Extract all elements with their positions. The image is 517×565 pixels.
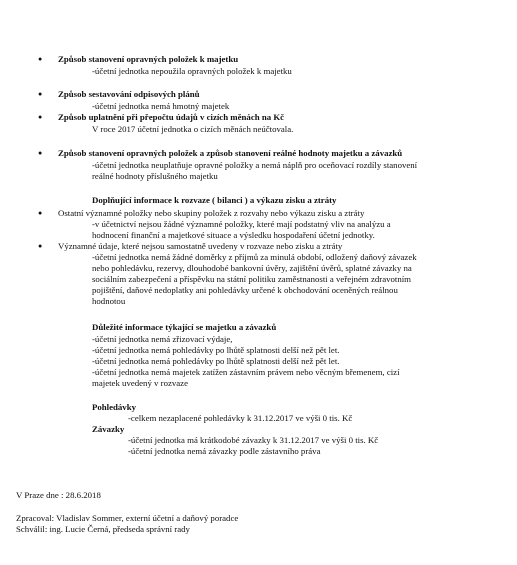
text-line: -účetní jednotka má krátkodobé závazky k 31.12.2017 ve výši 0 tis. Kč — [128, 435, 379, 445]
text-line: V roce 2017 účetní jednotka o cizích měnách neúčtovala. — [92, 124, 294, 134]
liabilities-title: Závazky — [92, 424, 125, 434]
bullet: ● — [38, 90, 43, 98]
heading-fair-value: Způsob stanovení opravných položek a způsob stanovení reálné hodnoty majetku a závazků — [58, 148, 403, 158]
bullet: ● — [38, 242, 43, 250]
text-line: -celkem nezaplacené pohledávky k 31.12.2017 ve výši 0 tis. Kč — [128, 413, 353, 423]
prepared-by: Zpracoval: Vladislav Sommer, externí účetní a daňový poradce — [16, 513, 239, 523]
text-line: nebo pohledávku, rezervy, dlouhodobé bankovní úvěry, zajištění úvěrů, splatné závazky na — [92, 263, 412, 273]
text-line: -v účetnictví nejsou žádné významné položky, které mají podstatný vliv na analýzu a — [92, 219, 391, 229]
bullet: ● — [38, 113, 43, 121]
text-line: -účetní jednotka nemá žádné doměrky z příjmů za minulá období, odložený daňový závazek — [92, 252, 417, 262]
text-line: pojištění, daňové nedoplatky ani pohledávky určené k obchodování oceněných reálnou — [92, 285, 398, 295]
bullet: ● — [38, 149, 43, 157]
text-line: -účetní jednotka nemá závazky podle zástavního práva — [128, 446, 321, 456]
text-line: -účetní jednotka nemá pohledávky po lhůtě splatnosti delší než pět let. — [92, 356, 340, 366]
heading-correction-items: Způsob stanovení opravných položek k majetku — [58, 54, 239, 64]
section-title: Doplňující informace k rozvaze ( bilanci ) a výkazu zisku a ztráty — [92, 195, 337, 205]
text-line: -účetní jednotka nemá pohledávky po lhůtě splatnosti delší než pět let. — [92, 345, 340, 355]
section-title: Důležité informace týkající se majetku a závazků — [92, 322, 277, 332]
text-line: Významné údaje, které nejsou samostatně uvedeny v rozvaze nebo zisku a ztráty — [58, 241, 343, 251]
receivables-title: Pohledávky — [92, 402, 136, 412]
text-line: reálné hodnoty příslušného majetku — [92, 171, 218, 181]
date-line: V Praze dne : 28.6.2018 — [16, 490, 101, 500]
text-line: -účetní jednotka nemá zřizovací výdaje, — [92, 334, 233, 344]
bullet: ● — [38, 55, 43, 63]
bullet: ● — [38, 209, 43, 217]
text-line: -účetní jednotka nepoužila opravných položek k majetku — [92, 66, 292, 76]
text-line: majetek uvedený v rozvaze — [92, 378, 188, 388]
text-line: sociálním zabezpečení a příspěvku na státní politiku zaměstnanosti a veřejném zdravotním — [92, 274, 412, 284]
text-line: hodnocení finanční a majetkové situace a výsledku hospodaření účetní jednotky. — [92, 230, 375, 240]
text-line: -účetní jednotka nemá hmotný majetek — [92, 101, 230, 111]
text-line: hodnotou — [92, 296, 126, 306]
text-line: -účetní jednotka neuplatňuje opravné položky a nemá náplň pro oceňovací rozdíly stanovení — [92, 160, 418, 170]
text-line: Ostatní významné položky nebo skupiny položek z rozvahy nebo výkazu zisku a ztráty — [58, 208, 365, 218]
text-line: -účetní jednotka nemá majetek zatížen zástavním právem nebo věcným břemenem, cizí — [92, 367, 400, 377]
approved-by: Schválil: ing. Lucie Černá, předseda správní rady — [16, 524, 190, 534]
heading-depreciation-plans: Způsob sestavování odpisových plánů — [58, 89, 200, 99]
heading-currency-conversion: Způsob uplatnění při přepočtu údajů v cizích měnách na Kč — [58, 112, 285, 122]
